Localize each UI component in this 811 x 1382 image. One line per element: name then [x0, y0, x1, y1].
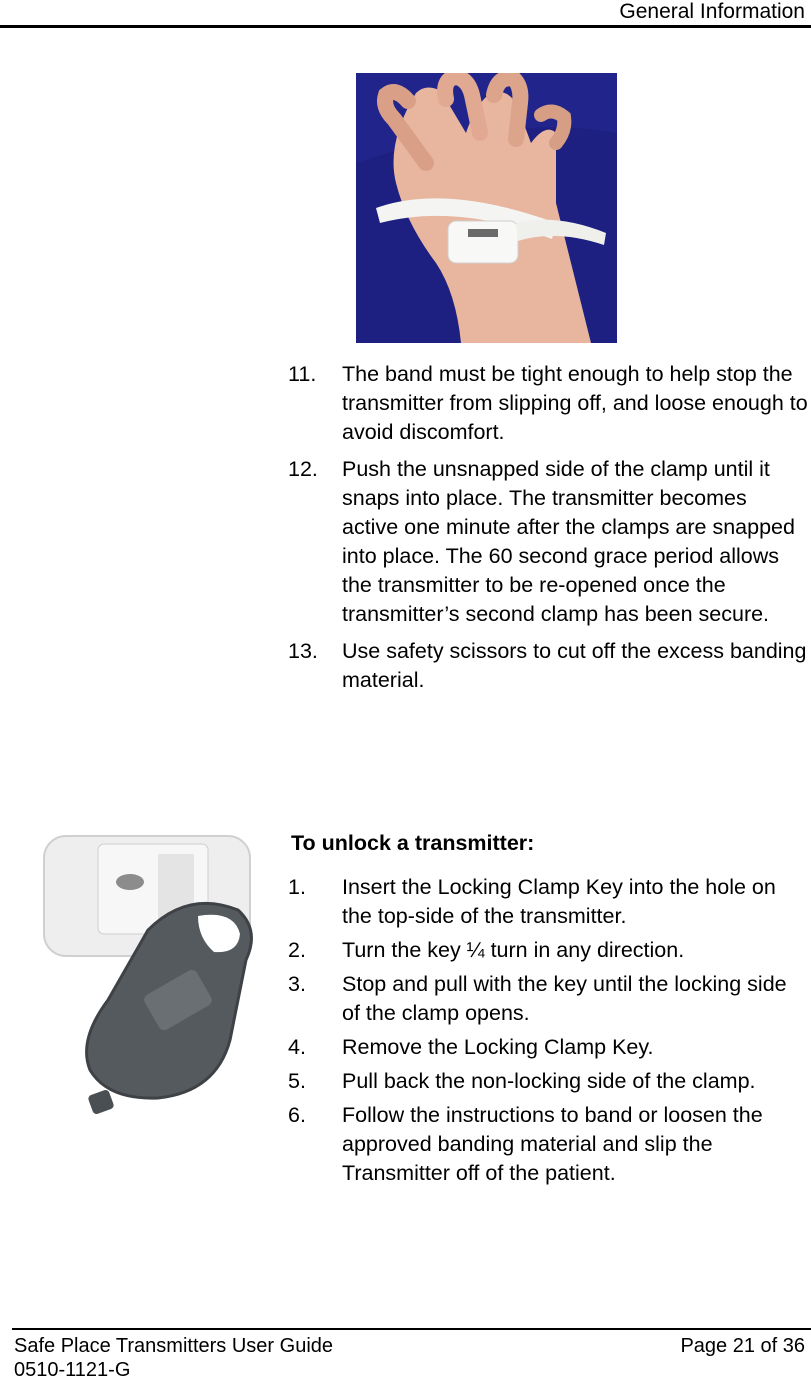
footer-document-info	[14, 1334, 333, 1382]
banding-steps-list	[288, 360, 808, 703]
step-number: 4.	[288, 1035, 306, 1059]
footer-doc-number: 0510-1121-G	[14, 1359, 131, 1381]
list-item	[288, 873, 808, 931]
wrist-photo-illustration	[356, 73, 617, 343]
step-number: 12.	[288, 457, 318, 481]
step-text: Pull back the non-locking side of the clamp.	[342, 1069, 756, 1093]
step-number: 2.	[288, 938, 306, 962]
key-photo-illustration	[38, 830, 260, 1122]
list-item	[288, 936, 808, 965]
step-text: Follow the instructions to band or loosen the approved banding material and slip the Transmitter off of the patient.	[342, 1103, 763, 1185]
step-number: 3.	[288, 972, 306, 996]
list-item	[288, 1033, 808, 1062]
footer-title: Safe Place Transmitters User Guide	[14, 1335, 334, 1357]
step-text: Turn the key ¼ turn in any direction.	[342, 938, 685, 962]
step-text: Remove the Locking Clamp Key.	[342, 1035, 654, 1059]
step-number: 1.	[288, 875, 306, 899]
list-item	[288, 637, 808, 695]
step-text: Use safety scissors to cut off the excess banding material.	[342, 639, 807, 692]
unlock-heading: To unlock a transmitter:	[291, 831, 535, 855]
step-text: The band must be tight enough to help stop the transmitter from slipping off, and loose enough to avoid discomfort.	[342, 362, 808, 444]
list-item	[288, 970, 808, 1028]
step-number: 11.	[288, 362, 317, 386]
step-text: Stop and pull with the key until the locking side of the clamp opens.	[342, 972, 787, 1025]
photo-locking-clamp-key	[38, 830, 260, 1122]
step-number: 5.	[288, 1069, 306, 1093]
step-text: Push the unsnapped side of the clamp until it snaps into place. The transmitter becomes active one minute after the clamps are snapped into place. The 60 second grace period allows the transmitter to be re-opened once the transmitter’s second clamp has been secure.	[342, 457, 795, 626]
photo-banded-wrist	[356, 73, 617, 343]
footer-page-number: Page 21 of 36	[680, 1335, 805, 1357]
list-item	[288, 455, 808, 629]
step-number: 13.	[288, 639, 318, 663]
page-header-section: General Information	[619, 0, 805, 23]
step-number: 6.	[288, 1103, 306, 1127]
unlock-steps-list	[288, 873, 808, 1193]
header-rule	[0, 25, 811, 28]
list-item	[288, 1067, 808, 1096]
list-item	[288, 1101, 808, 1188]
footer-rule	[12, 1328, 811, 1330]
list-item	[288, 360, 808, 447]
step-text: Insert the Locking Clamp Key into the hole on the top-side of the transmitter.	[342, 875, 776, 928]
